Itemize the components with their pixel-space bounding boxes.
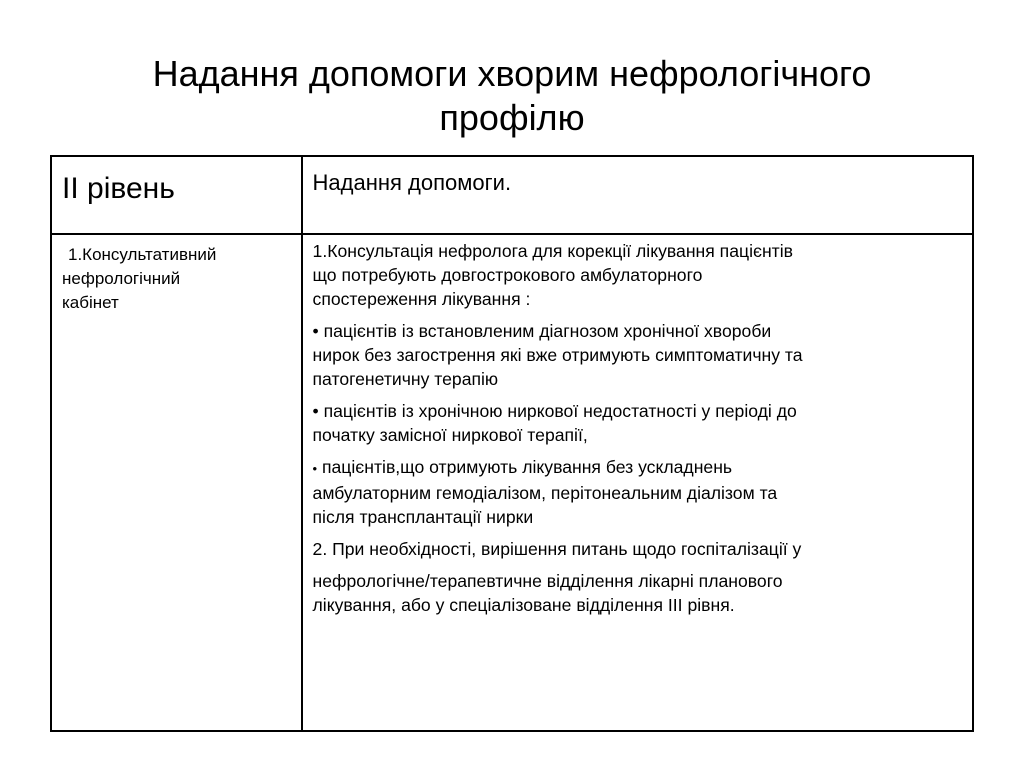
bullet-text: пацієнтів із хронічною ниркової недостатності у періоді до [318, 401, 797, 421]
bullet-item-line-3: патогенетичну терапію [312, 369, 499, 389]
bullet-item-line-1 [313, 455, 962, 481]
bullet-icon: • [312, 401, 319, 421]
hospitalization-line-1: 2. При необхідності, вирішення питань щодо госпіталізації у [312, 539, 802, 559]
level-header-cell [51, 156, 302, 234]
bullet-item-line-3: після трансплантації нирки [312, 507, 534, 527]
bullet-item-line-1 [313, 319, 962, 343]
bullet-icon: • [312, 461, 318, 476]
bullet-item-line-2: амбулаторним гемодіалізом, перітонеальним діалізом та [312, 483, 778, 503]
department-paragraph [313, 569, 962, 617]
cabinet-name [52, 235, 301, 315]
bullet-icon: • [312, 321, 319, 341]
consultation-line-1: 1.Консультація нефролога для корекції лікування пацієнтів [312, 241, 793, 261]
consultation-paragraph [313, 239, 962, 311]
table-row [51, 234, 973, 731]
slide-title [60, 52, 964, 140]
department-line-2: лікування, або у спеціалізоване відділення ІІІ рівня. [312, 595, 735, 615]
bullet-item-renal-failure [313, 399, 962, 447]
cabinet-line-3: кабінет [62, 293, 119, 312]
bullet-item-line-2: нирок без загострення які вже отримують симптоматичну та [312, 345, 803, 365]
slide-title-line-2: профілю [439, 97, 585, 138]
bullet-item-line-1 [313, 399, 962, 423]
care-levels-table [50, 155, 974, 732]
consultation-line-3: спостереження лікування : [312, 289, 531, 309]
department-line-1: нефрологічне/терапевтичне відділення лікарні планового [312, 571, 783, 591]
cabinet-line-1: 1.Консультативний [68, 245, 217, 264]
bullet-text: пацієнтів із встановленим діагнозом хронічної хвороби [318, 321, 772, 341]
cabinet-cell [51, 234, 302, 731]
help-title: Надання допомоги. [312, 170, 512, 195]
help-header-cell [302, 156, 973, 234]
cabinet-line-2: нефрологічний [62, 269, 181, 288]
table-header-row [51, 156, 973, 234]
services-cell [302, 234, 973, 731]
bullet-item-line-2: початку замісної ниркової терапії, [312, 425, 588, 445]
services-content [303, 235, 972, 617]
consultation-line-2: що потребують довгострокового амбулаторного [312, 265, 703, 285]
slide-title-line-1: Надання допомоги хворим нефрологічного [152, 53, 872, 94]
bullet-item-chronic-disease [313, 319, 962, 391]
level-title: ІІ рівень [62, 172, 175, 205]
hospitalization-paragraph [313, 537, 962, 561]
bullet-item-dialysis [313, 455, 962, 529]
bullet-text: пацієнтів,що отримують лікування без ускладнень [317, 457, 733, 477]
